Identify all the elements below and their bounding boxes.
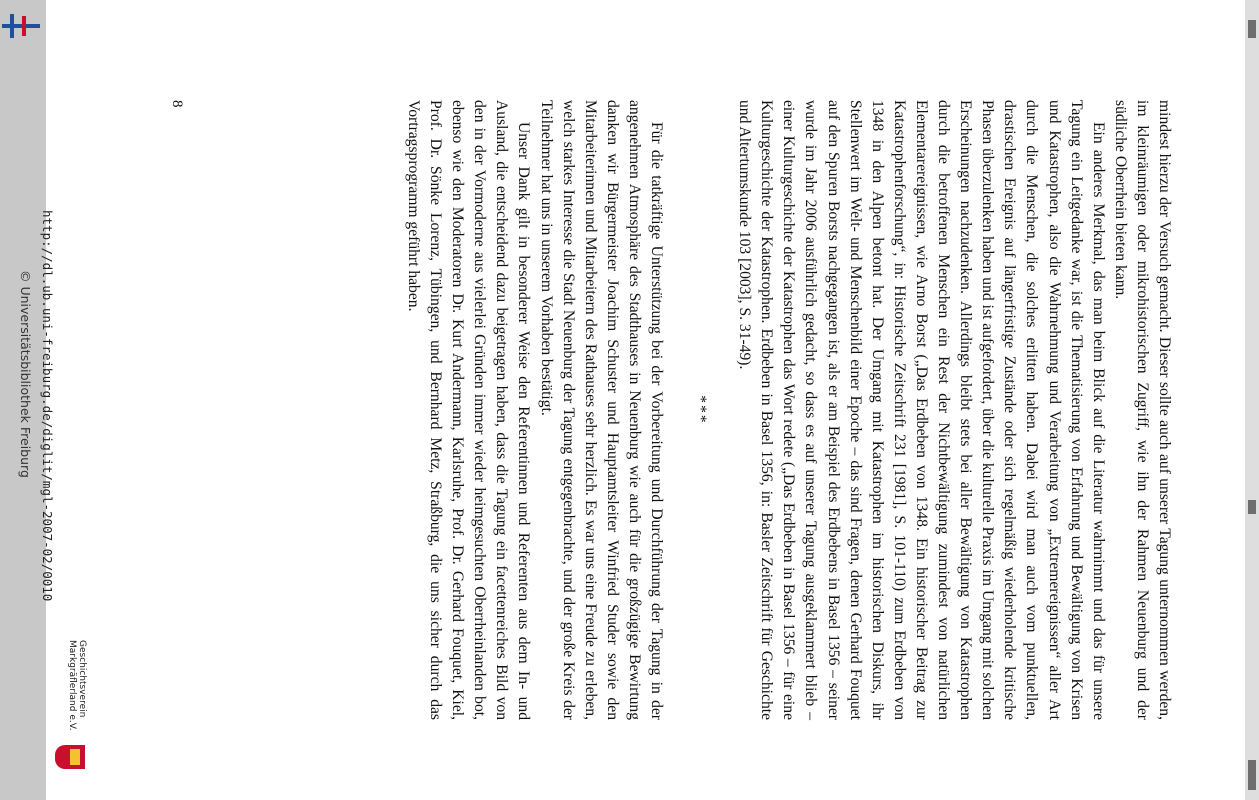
scrollbar-track[interactable] bbox=[1245, 0, 1259, 800]
coat-of-arms-icon bbox=[55, 745, 85, 769]
library-logo-icon bbox=[2, 14, 40, 38]
paragraph-1: mindest hierzu der Versuch gemacht. Dieser sollte auch auf unserer Tagung unternommen werden, im kleinräumigen oder mikrohistorischen Zugriff, wie ihn der Rahmen Neuenburg und der südliche Oberrhein bieten kann. bbox=[1111, 100, 1173, 720]
publisher-line-2: Markgräflerland e.V. bbox=[67, 640, 77, 731]
publisher-name bbox=[67, 640, 87, 731]
document-page bbox=[18, 0, 1245, 800]
scrollbar-marker bbox=[1248, 500, 1256, 514]
publisher-line-1: Geschichtsverein bbox=[77, 640, 87, 718]
permalink-url[interactable]: http://dl.ub.uni-freiburg.de/diglit/mgl-2007-02/0010 bbox=[40, 210, 55, 602]
page-number: 8 bbox=[169, 100, 185, 108]
body-text bbox=[402, 100, 1175, 720]
scrollbar-marker bbox=[1248, 20, 1256, 38]
section-separator: *** bbox=[692, 395, 710, 425]
scrollbar-marker bbox=[1248, 760, 1256, 790]
paragraph-3: Für die tatkräftige Unterstützung bei der Vorbereitung und Durchführung der Tagung in der angenehmen Atmosphäre des Stadthauses in Neuenburg wie auch für die großzügige Bewirtung danken wir Bürgermeister Joachim Schuster und Hauptamtsleiter Winfried Studer sowie den Mitarbeiterinnen und Mitarbeitern des Rathauses sehr herzlich. Es war uns eine Freude zu erleben, welch starkes Interesse die Stadt Neuenburg der Tagung entgegenbrachte, und der große Kreis der Teilnehmer hat uns in unserem Vorhaben bestätigt. bbox=[537, 100, 666, 720]
paragraph-4: Unser Dank gilt in besonderer Weise den Referentinnen und Referenten aus dem In- und Ausland, die entscheidend dazu beigetragen haben, dass die Tagung ein facettenreiches Bild von den in der Vormoderne aus vielerlei Gründen immer wieder heimgesuchten Oberrheinlanden bot, ebenso wie den Moderatoren Dr. Kurt Andermann, Karlsruhe, Prof. Dr. Gerhard Fouquet, Kiel, Prof. Dr. Sönke Lorenz, Tübingen, und Bernhard Metz, Straßburg, die uns sicher durch das Vortragsprogramm geführt haben. bbox=[405, 100, 533, 720]
rotated-page-content bbox=[18, 0, 1245, 800]
copyright-notice: © Universitätsbibliothek Freiburg bbox=[18, 270, 33, 478]
paragraph-2: Ein anderes Merkmal, das man beim Blick auf die Literatur wahrnimmt und das für unsere Tagung ein Leitgedanke war, ist die Thematisierung von Erfahrung und Bewältigung von Krisen und Katastrophen, also die Wahrnehmung und Verarbeitung von „Extremereignissen“ aller Art durch die Menschen, die solches erlitten haben. Dabei wird man auch vom punktuellen, drastischen Ereignis auf längerfristige Zustände oder sich regelmäßig wiederholende kritische Phasen überzulenken haben und ist aufgefordert, über die kulturelle Praxis im Umgang mit solchen Erscheinungen nachzudenken. Allerdings bleibt stets bei aller Bewältigung von Katastrophen durch die betroffenen Menschen ein Rest der Nichtbewältigung zumindest von natürlichen Elementarereignissen, wie Arno Borst („Das Erdbeben von 1348. Ein historischer Beitrag zur Katastrophenforschung“, in: Historische Zeitschrift 231 [1981], S. 101-110) zum Erdbeben von 1348 in den Alpen betont hat. Der Umgang mit Katastrophen im historischen Diskurs, ihr Stellenwert im Welt- und Menschenbild einer Epoche – das sind Fragen, denen Gerhard Fouquet auf den Spuren Borsts nachgegangen ist, als er am Beispiel des Erdbebens in Basel 1356 – seiner wurde im Jahr 2006 ausführlich gedacht, so dass es auf unserer Tagung ausgeklammert blieb – einer Kulturgeschichte der Katastrophen das Wort redete („Das Erdbeben in Basel 1356 – für eine Kulturgeschichte der Katastrophen. Erdbeben in Basel 1356, in: Basler Zeitschrift für Geschichte und Altertumskunde 103 [2003], S. 31-49). bbox=[736, 100, 1107, 720]
